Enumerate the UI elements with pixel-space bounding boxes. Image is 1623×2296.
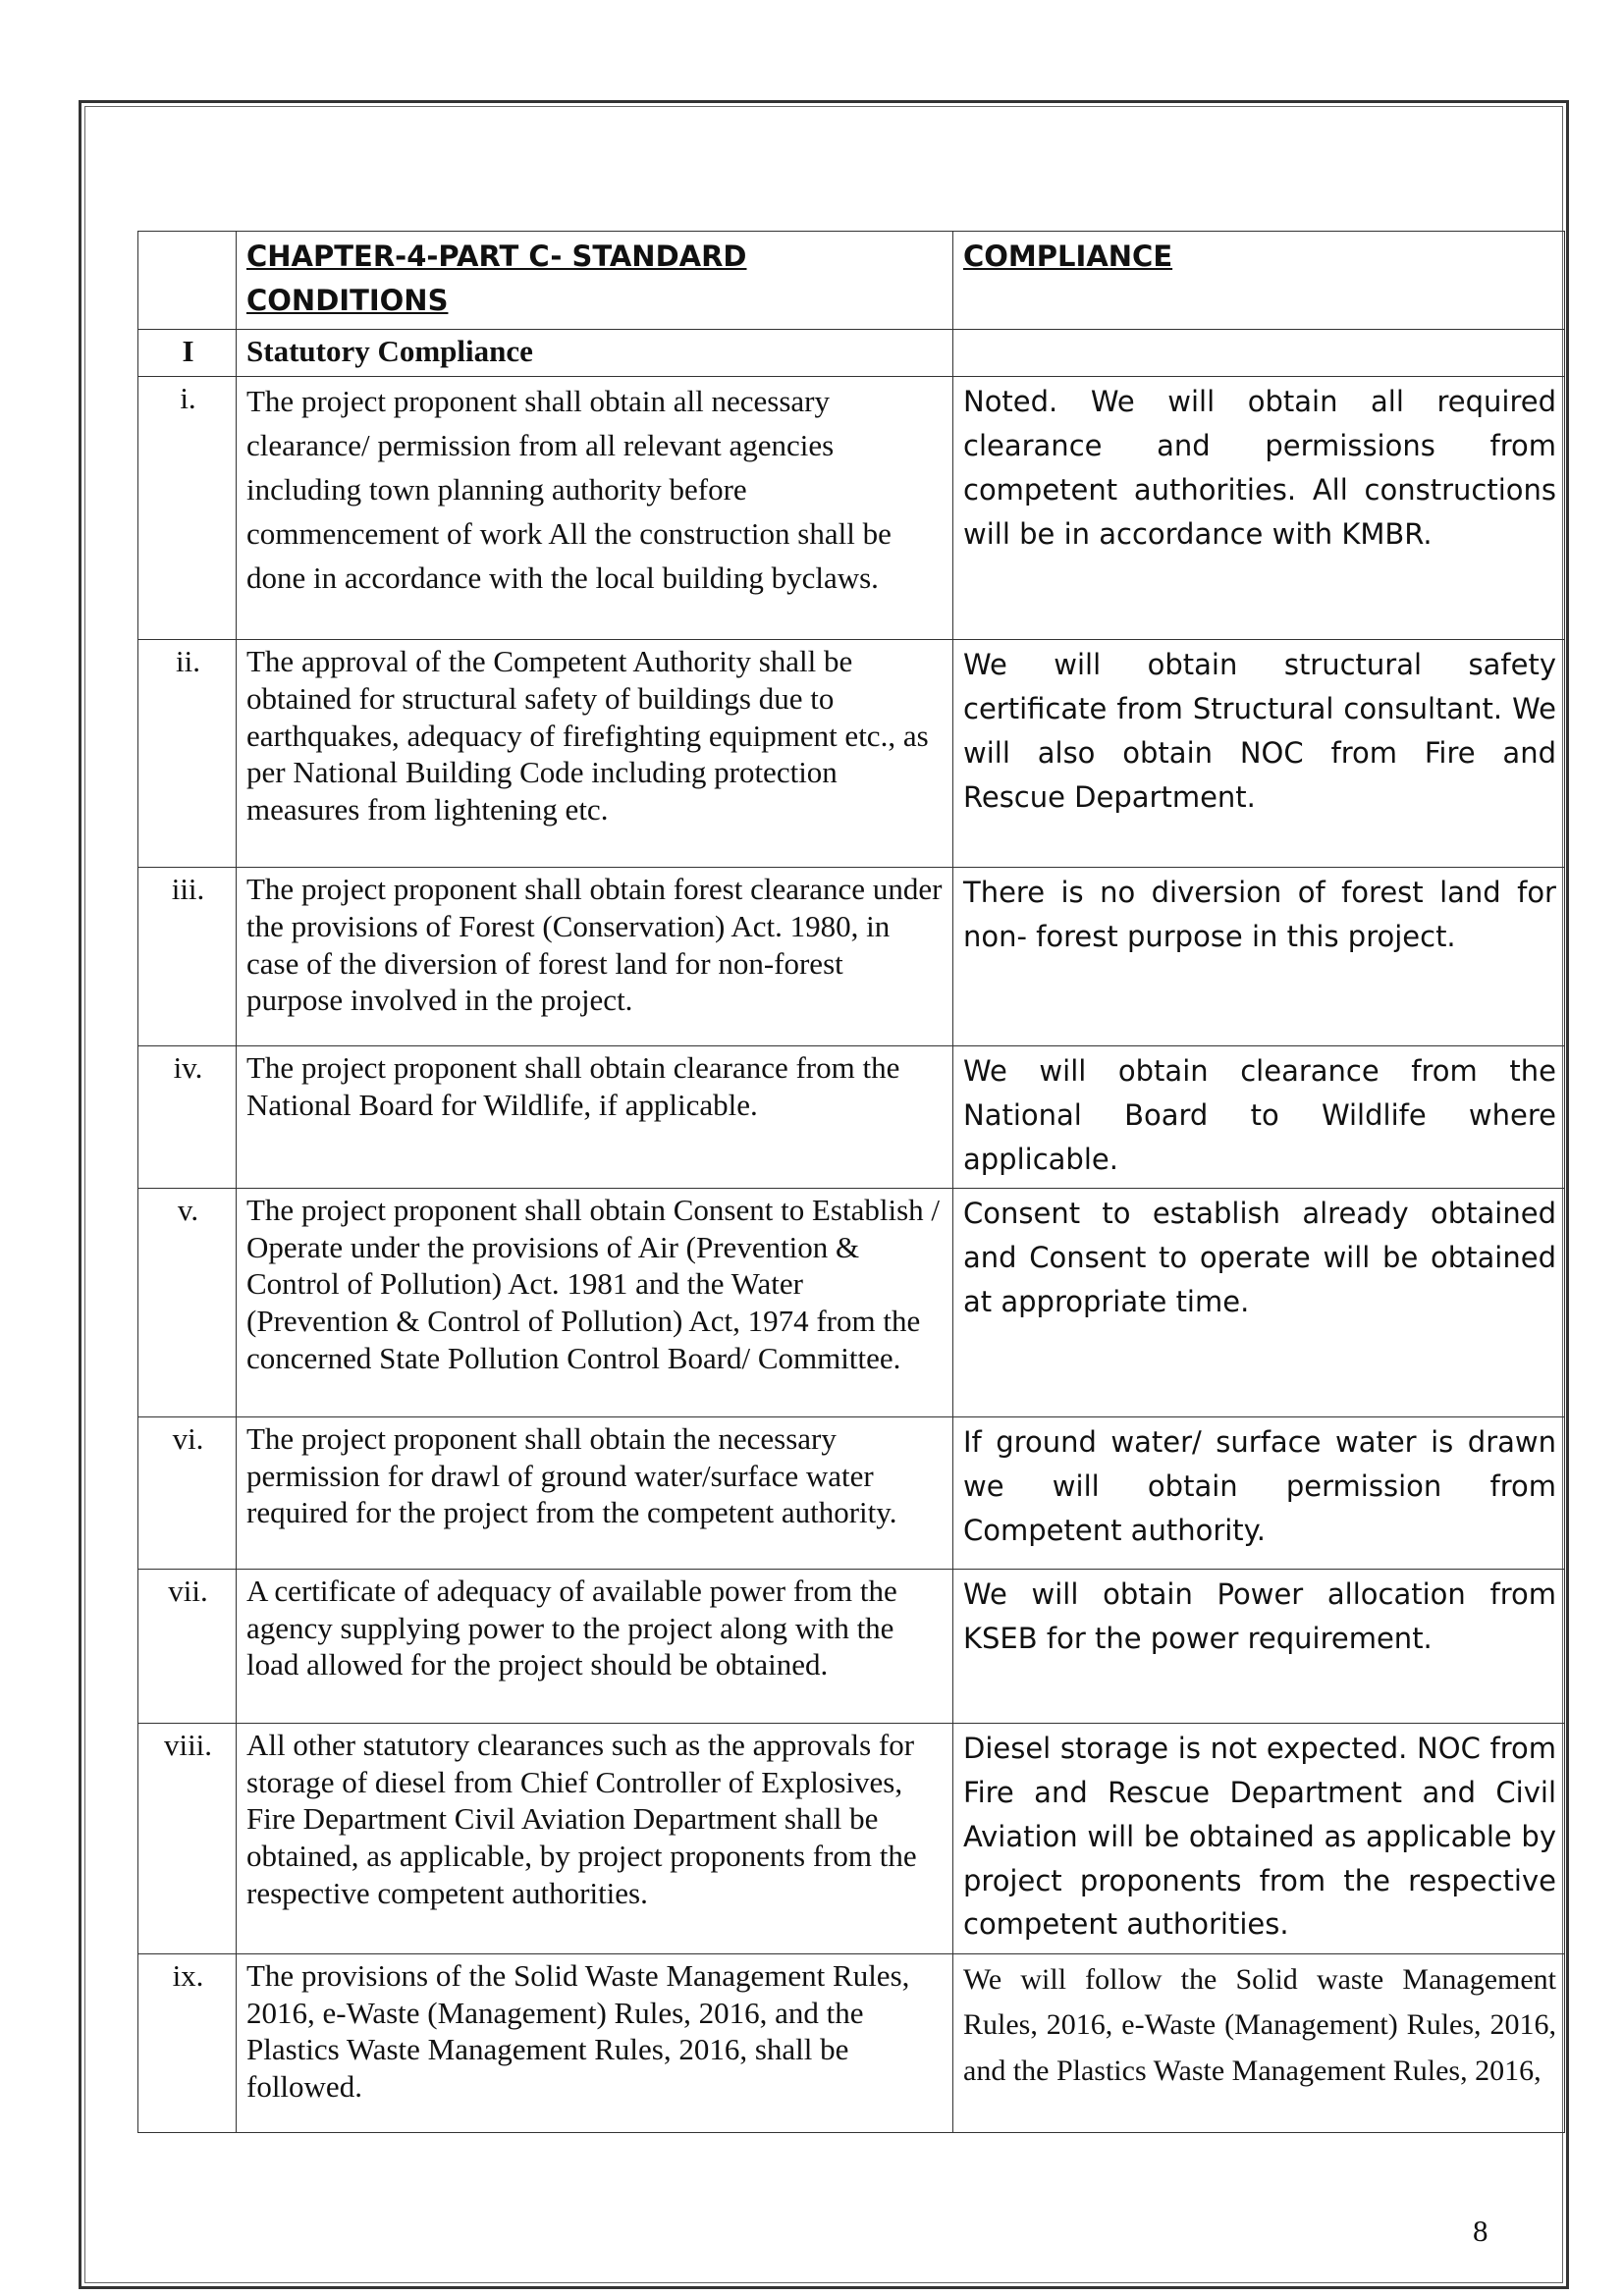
table-row [138, 1569, 1565, 1723]
row-compliance: We will obtain Power allocation from KSEB for the power requirement. [953, 1569, 1565, 1723]
row-condition: The project proponent shall obtain forest clearance under the provisions of Forest (Conservation) Act. 1980, in case of the diversion of forest land for non-forest purpose involved in the project. [237, 867, 953, 1045]
header-conditions [237, 232, 953, 330]
row-compliance: There is no diversion of forest land for non- forest purpose in this project. [953, 867, 1565, 1045]
header-num-cell [138, 232, 237, 330]
row-compliance: If ground water/ surface water is drawn we will obtain permission from Competent authority. [953, 1416, 1565, 1569]
table-row [138, 1188, 1565, 1416]
table-row [138, 639, 1565, 867]
table-row [138, 1045, 1565, 1188]
row-compliance: We will follow the Solid waste Management Rules, 2016, e-Waste (Management) Rules, 2016, and the Plastics Waste Management Rules, 2016, [953, 1953, 1565, 2132]
row-condition: The project proponent shall obtain clearance from the National Board for Wildlife, if applicable. [237, 1045, 953, 1188]
row-num: vii. [138, 1569, 237, 1723]
row-condition: The project proponent shall obtain all necessary clearance/ permission from all relevant agencies including town planning authority before commencement of work All the construction shall be done in accordance with the local building byclaws. [237, 376, 953, 639]
row-condition: All other statutory clearances such as the approvals for storage of diesel from Chief Controller of Explosives, Fire Department Civil Aviation Department shall be obtained, as applicable, by project proponents from the respective competent authorities. [237, 1723, 953, 1953]
section-row [138, 329, 1565, 376]
table-row [138, 1723, 1565, 1953]
row-compliance: We will obtain clearance from the National Board to Wildlife where applicable. [953, 1045, 1565, 1188]
page-number: 8 [1473, 2214, 1488, 2248]
row-num: vi. [138, 1416, 237, 1569]
row-compliance: Diesel storage is not expected. NOC from Fire and Rescue Department and Civil Aviation will be obtained as applicable by project proponents from the respective competent authorities. [953, 1723, 1565, 1953]
section-blank [953, 329, 1565, 376]
row-condition: The provisions of the Solid Waste Management Rules, 2016, e-Waste (Management) Rules, 2016, and the Plastics Waste Management Rules, 2016, shall be followed. [237, 1953, 953, 2132]
row-compliance: Noted. We will obtain all required clearance and permissions from competent authorities. All constructions will be in accordance with KMBR. [953, 376, 1565, 639]
row-condition: The project proponent shall obtain the necessary permission for drawl of ground water/surface water required for the project from the competent authority. [237, 1416, 953, 1569]
row-num: iii. [138, 867, 237, 1045]
row-num: ix. [138, 1953, 237, 2132]
row-num: viii. [138, 1723, 237, 1953]
row-condition: A certificate of adequacy of available power from the agency supplying power to the project along with the load allowed for the project should be obtained. [237, 1569, 953, 1723]
row-condition: The project proponent shall obtain Consent to Establish / Operate under the provisions of Air (Prevention & Control of Pollution) Act. 1981 and the Water (Prevention & Control of Pollution) Act, 1974 from the concerned State Pollution Control Board/ Committee. [237, 1188, 953, 1416]
standard-conditions-table [137, 231, 1565, 2133]
row-num: iv. [138, 1045, 237, 1188]
table-row [138, 1416, 1565, 1569]
table-row [138, 1953, 1565, 2132]
header-compliance-text: COMPLIANCE [963, 240, 1173, 273]
header-compliance [953, 232, 1565, 330]
row-num: ii. [138, 639, 237, 867]
table-row [138, 376, 1565, 639]
row-compliance: We will obtain structural safety certificate from Structural consultant. We will also obtain NOC from Fire and Rescue Department. [953, 639, 1565, 867]
table-row [138, 867, 1565, 1045]
row-num: i. [138, 376, 237, 639]
header-conditions-text: CHAPTER-4-PART C- STANDARD CONDITIONS [246, 240, 747, 317]
row-compliance: Consent to establish already obtained and Consent to operate will be obtained at appropriate time. [953, 1188, 1565, 1416]
section-title: Statutory Compliance [237, 329, 953, 376]
row-condition: The approval of the Competent Authority shall be obtained for structural safety of buildings due to earthquakes, adequacy of firefighting equipment etc., as per National Building Code including protection measures from lightening etc. [237, 639, 953, 867]
row-num: v. [138, 1188, 237, 1416]
table-header-row [138, 232, 1565, 330]
section-num: I [138, 329, 237, 376]
